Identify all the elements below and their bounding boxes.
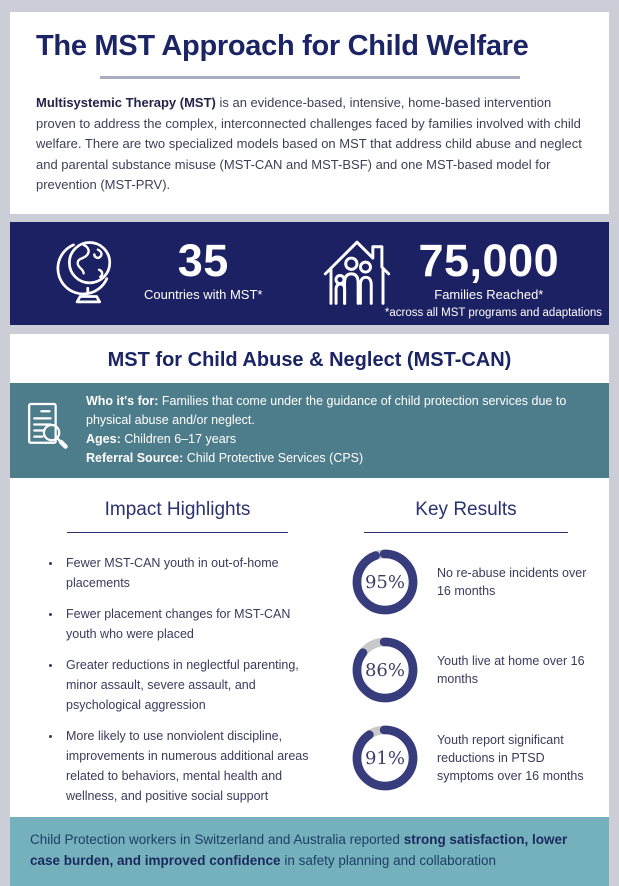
impact-heading-divider [67,532,288,534]
stat-families-value: 75,000 [418,234,560,286]
impact-highlights-heading: Impact Highlights [104,498,251,520]
infobox-value-referral: Child Protective Services (CPS) [183,450,364,465]
stat-countries-text [144,234,263,302]
donut-description: No re-abuse incidents over 16 months [436,566,587,599]
who-its-for-infobox [10,383,609,478]
intro-paragraph [36,93,583,196]
infobox-label-who: Who it's for: [86,393,159,408]
stat-countries-value: 35 [177,234,229,286]
donut-percent-label: 91% [364,747,405,769]
banner-text-pre: Child Protection workers in Switzerland and Australia reported [30,832,404,848]
banner-text-post: in safety planning and collaboration [280,853,496,869]
infobox-row-ages [86,430,593,449]
key-results-column [327,482,601,818]
stat-countries-label: Countries with MST* [144,286,263,302]
satisfaction-banner [10,817,609,886]
impact-bullet: • Fewer placement changes for MST-CAN youth who were placed [62,604,319,644]
stat-families-label: Families Reached* [434,286,544,302]
donut-row-reabuse [347,544,597,620]
document-magnifier-icon [24,401,71,459]
donut-percent-label: 86% [364,659,405,681]
impact-bullet: • Greater reductions in neglectful parenting, minor assault, severe assault, and psychological aggression [62,655,319,715]
infobox-value-who: Families that come under the guidance of child protection services due to physical abuse and/or neglect. [86,393,567,427]
donut-row-ptsd [347,720,597,796]
stat-families-text [418,234,560,302]
stats-footnote: *across all MST programs and adaptations [384,306,602,319]
globe-icon [46,233,126,314]
section-title: MST for Child Abuse & Neglect (MST-CAN) [107,348,512,371]
mst-can-section [10,334,609,869]
impact-bullet-list [62,553,319,806]
stats-band [10,222,609,325]
donut-chart-86 [347,632,423,708]
donut-chart-91 [347,720,423,796]
donut-percent-label: 95% [364,571,405,593]
page-title: The MST Approach for Child Welfare [36,30,529,62]
intro-rest-text: is an evidence-based, intensive, home-based intervention proven to address the complex, interconnected challenges faced by families involved with child welfare. There are two specialized models based on MST that address child abuse and neglect and parental substance misuse (MST-CAN and MST-BSF) and one MST-based model for prevention (MST-PRV). [36,95,582,193]
infobox-label-referral: Referral Source: [86,450,184,465]
stat-families [314,233,559,313]
infobox-label-ages: Ages: [86,431,121,446]
intro-bold-text: Multisystemic Therapy (MST) [36,95,216,110]
house-family-icon [314,233,400,313]
two-column-content [10,478,609,818]
infobox-value-ages: Children 6–17 years [120,431,237,446]
donut-description: Youth report significant reductions in PTSD symptoms over 16 months [436,732,584,784]
donut-chart-95 [347,544,423,620]
donut-description: Youth live at home over 16 months [436,654,585,687]
infobox-row-referral [86,449,593,468]
header-card [10,12,609,214]
impact-highlights-column [18,482,327,818]
banner-text-bold: strong satisfaction, lower case burden, and improved confidence [30,832,568,869]
donut-row-home [347,632,597,708]
key-results-heading-divider [364,532,568,534]
infobox-text [86,392,593,468]
infobox-row-who [86,392,593,430]
impact-bullet: • Fewer MST-CAN youth in out-of-home placements [62,553,319,593]
title-divider [100,76,520,79]
stat-countries [46,233,262,314]
impact-bullet: • More likely to use nonviolent discipline, improvements in numerous additional areas related to behaviors, mental health and wellness, and positive social support [62,726,319,806]
key-results-heading: Key Results [415,498,517,520]
